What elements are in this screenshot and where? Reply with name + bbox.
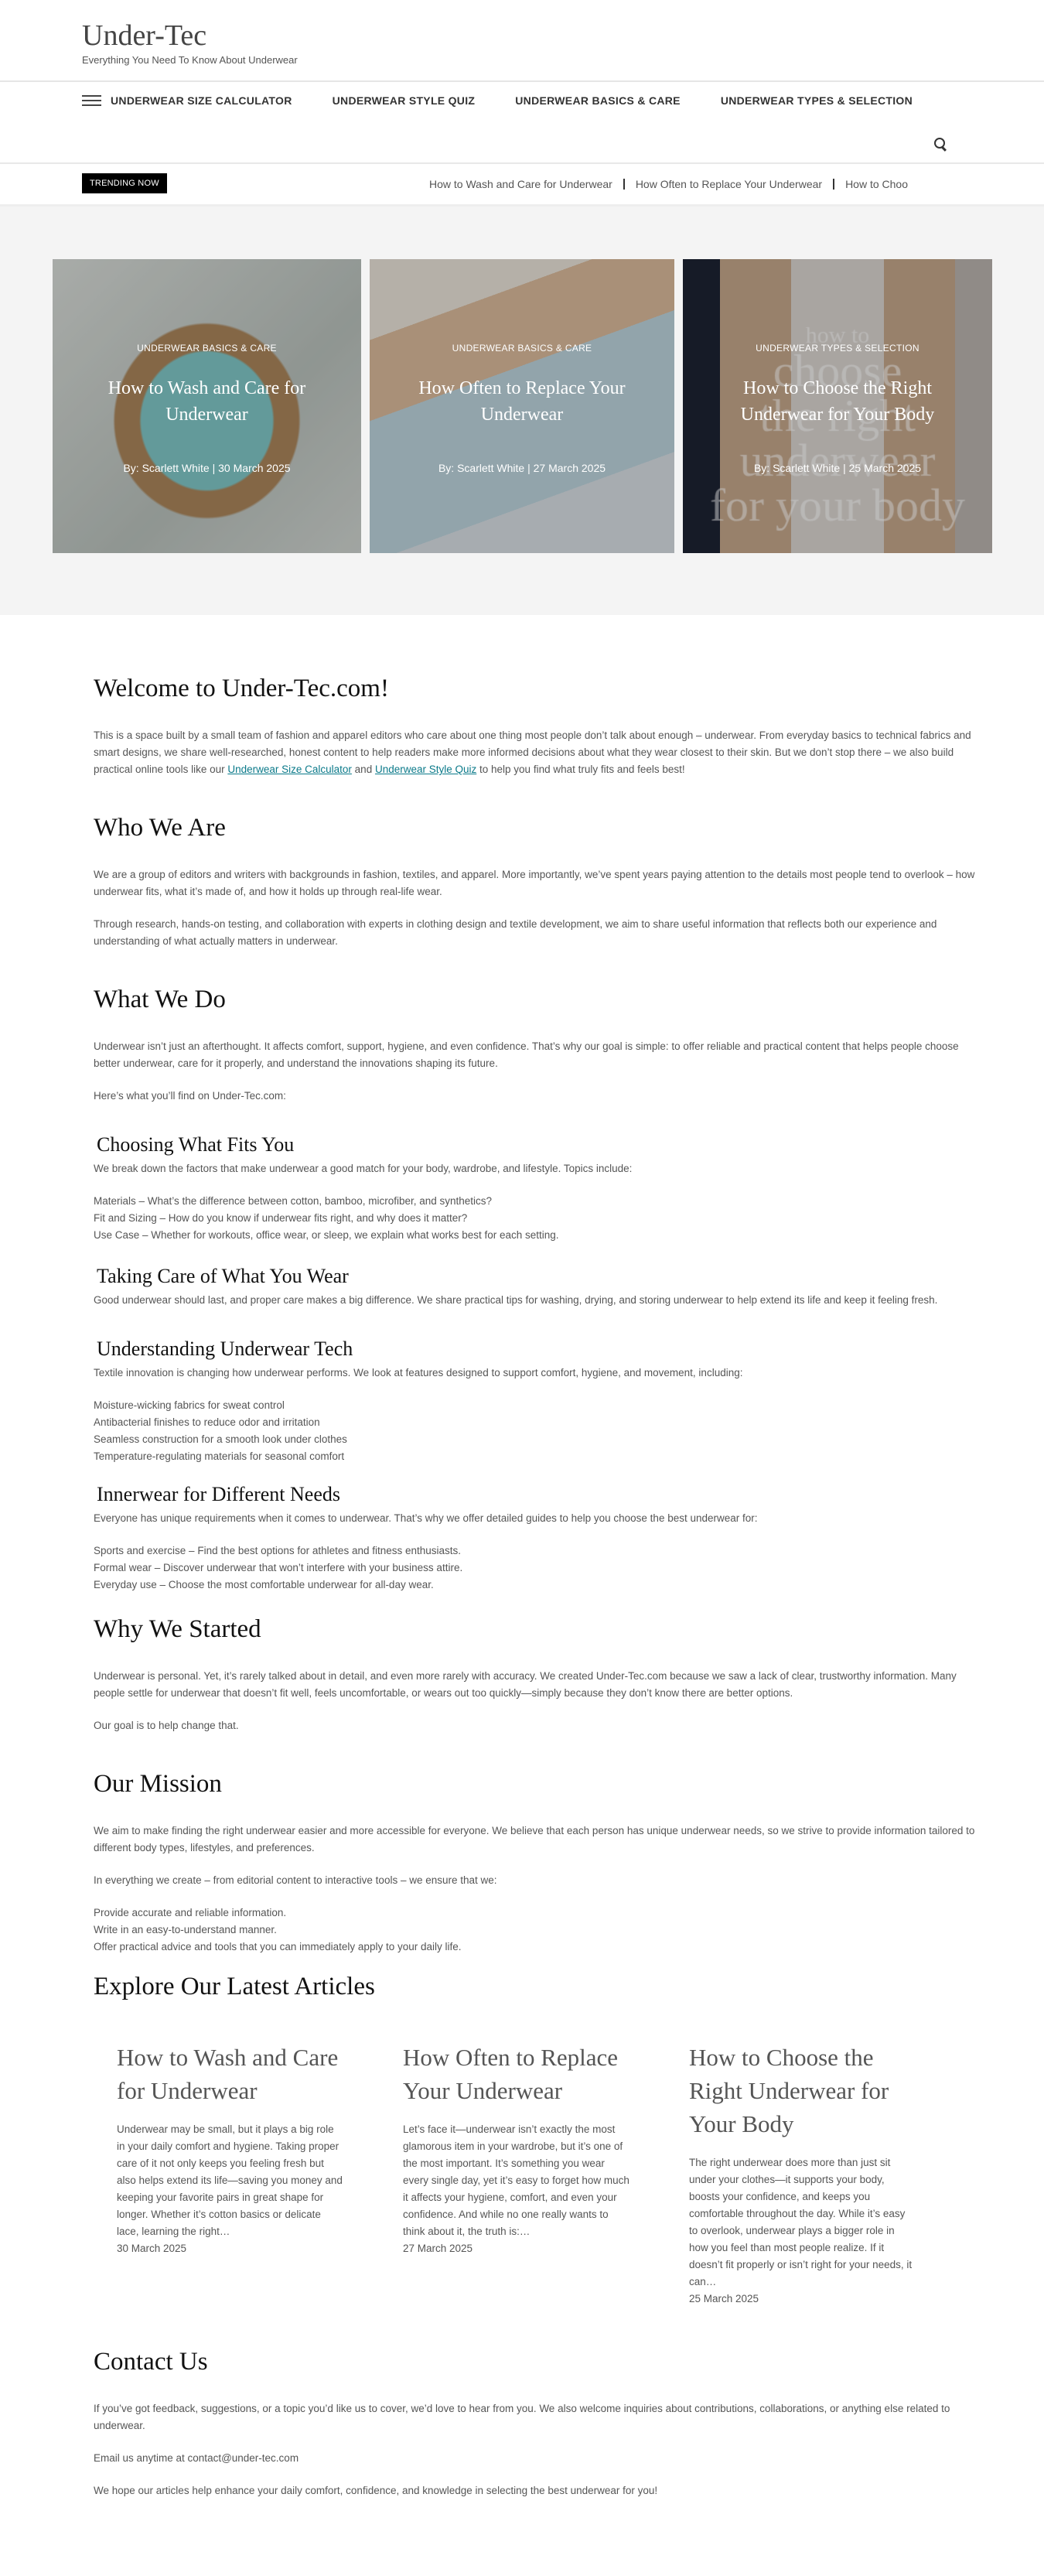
trending-badge: TRENDING NOW [82, 173, 167, 193]
article-date: 25 March 2025 [689, 2293, 759, 2304]
why-heading: Why We Started [94, 1615, 261, 1643]
care-heading: Taking Care of What You Wear [97, 1265, 349, 1287]
trending-link[interactable]: How to Choo [845, 178, 908, 190]
article-list [117, 2041, 975, 2308]
site-tagline: Everything You Need To Know About Underwear [82, 54, 298, 66]
card-title[interactable]: How Often to Replace Your Underwear [418, 378, 626, 425]
list-item: Materials – What’s the difference between cotton, bamboo, microfiber, and synthetics? [94, 1195, 493, 1207]
trending-ticker [429, 178, 954, 190]
paragraph: We are a group of editors and writers with backgrounds in fashion, textiles, and apparel. More importantly, we’ve spent years paying attention to the details most people tend to overlook – how underwear fits, what it’s made of, and how it holds up through real-life wear. [94, 869, 975, 897]
contact-email: Email us anytime at contact@under-tec.com [94, 2452, 299, 2464]
article-title[interactable]: How Often to Replace Your Underwear [403, 2044, 619, 2104]
article-excerpt: Let’s face it—underwear isn’t exactly the most glamorous item in your wardrobe, but it’s one of the most important. It’s something you wear every single day, yet it’s easy to forget how much it affects your hygiene, comfort, and even your confidence. And while no one really wants to think about it, the truth is:… [403, 2123, 629, 2237]
list-item: Formal wear – Discover underwear that won’t interfere with your business attire. [94, 1562, 463, 1573]
article-date: 27 March 2025 [403, 2243, 473, 2254]
nav-basics-care[interactable]: UNDERWEAR BASICS & CARE [515, 94, 681, 107]
paragraph: In everything we create – from editorial content to interactive tools – we ensure that we: [94, 1874, 497, 1886]
paragraph: We break down the factors that make underwear a good match for your body, wardrobe, and lifestyle. Topics include: [94, 1163, 633, 1174]
article-excerpt: The right underwear does more than just sit under your clothes—it supports your body, boosts your confidence, and keeps you comfortable throughout the day. While it’s easy to overlook, underwear plays a bigger role in how you feel than most people realize. If it doesn’t fit properly or isn’t right for your needs, it can… [689, 2157, 913, 2287]
choosing-heading: Choosing What Fits You [97, 1133, 295, 1156]
card-byline: By: Scarlett White | 25 March 2025 [753, 462, 922, 474]
list-item: Offer practical advice and tools that you can immediately apply to your daily life. [94, 1941, 462, 1952]
who-heading: Who We Are [94, 814, 226, 842]
list-item: Everyday use – Choose the most comfortable underwear for all-day wear. [94, 1579, 434, 1590]
card-category[interactable]: UNDERWEAR BASICS & CARE [137, 343, 277, 354]
card-byline: By: Scarlett White | 27 March 2025 [438, 462, 606, 474]
size-calculator-link[interactable]: Underwear Size Calculator [227, 764, 352, 775]
card-title[interactable]: How to Wash and Care for Underwear [107, 378, 306, 425]
trending-link[interactable]: How to Wash and Care for Underwear [429, 178, 612, 190]
site-title[interactable]: Under-Tec [82, 19, 207, 52]
featured-card[interactable] [370, 259, 674, 553]
paragraph: Everyone has unique requirements when it comes to underwear. That’s why we offer detailed guides to help you choose the best underwear for: [94, 1512, 758, 1524]
article-title[interactable]: How to Wash and Care for Underwear [117, 2044, 339, 2104]
card-category[interactable]: UNDERWEAR BASICS & CARE [452, 343, 592, 354]
list-item: Use Case – Whether for workouts, office wear, or sleep, we explain what works best for each setting. [94, 1229, 559, 1241]
paragraph: Textile innovation is changing how underwear performs. We look at features designed to support comfort, hygiene, and movement, including: [94, 1367, 743, 1379]
welcome-paragraph: This is a space built by a small team of fashion and apparel editors who care about one thing most people don’t talk about enough – underwear. From everyday basics to technical fabrics and smart designs, we share well-researched, honest content to help readers make more informed decisions about what they wear closest to their skin. But we don’t stop there – we also build practical online tools like our Underwear Size Calculator and Underwear Style Quiz to help you find what truly fits and feels best! [94, 729, 971, 775]
list-item: Temperature-regulating materials for seasonal comfort [94, 1450, 345, 1462]
search-icon[interactable] [934, 138, 945, 149]
article-card [689, 2041, 975, 2308]
latest-heading: Explore Our Latest Articles [94, 1973, 375, 2000]
article-date: 30 March 2025 [117, 2243, 187, 2254]
paragraph: Through research, hands-on testing, and collaboration with experts in clothing design and textile development, we aim to share useful information that reflects both our experience and understanding of what actually matters in underwear. [94, 918, 937, 947]
featured-card[interactable] [53, 259, 361, 553]
paragraph: Good underwear should last, and proper care makes a big difference. We share practical tips for washing, drying, and storing underwear to help extend its life and keep it feeling fresh. [94, 1294, 938, 1306]
paragraph: If you’ve got feedback, suggestions, or a topic you’d like us to cover, we’d love to hear from you. We also welcome inquiries about contributions, collaborations, or anything else related to underwear. [94, 2403, 950, 2431]
site-header [0, 0, 1044, 82]
list-item: Seamless construction for a smooth look under clothes [94, 1433, 347, 1445]
main-nav [0, 82, 1044, 164]
paragraph: We aim to make finding the right underwear easier and more accessible for everyone. We believe that each person has unique underwear needs, so we strive to provide information tailored to different body types, lifestyles, and preferences. [94, 1825, 975, 1853]
tech-heading: Understanding Underwear Tech [97, 1338, 353, 1360]
trending-bar [0, 164, 1044, 207]
paragraph: Here’s what you’ll find on Under-Tec.com: [94, 1090, 286, 1102]
nav-style-quiz[interactable]: UNDERWEAR STYLE QUIZ [332, 94, 476, 107]
list-item: Antibacterial finishes to reduce odor and irritation [94, 1416, 320, 1428]
paragraph: We hope our articles help enhance your daily comfort, confidence, and knowledge in selecting the best underwear for you! [94, 2485, 658, 2496]
separator [833, 179, 834, 190]
featured-slider [0, 207, 1044, 615]
list-item: Moisture-wicking fabrics for sweat control [94, 1399, 285, 1411]
trending-link[interactable]: How Often to Replace Your Underwear [635, 178, 823, 190]
style-quiz-link[interactable]: Underwear Style Quiz [374, 764, 477, 775]
needs-heading: Innerwear for Different Needs [97, 1483, 340, 1505]
separator [623, 179, 625, 190]
card-byline: By: Scarlett White | 30 March 2025 [123, 462, 291, 474]
paragraph: Underwear isn’t just an afterthought. It affects comfort, support, hygiene, and even confidence. That’s why our goal is simple: to offer reliable and practical content that helps people choose better underwear, care for it properly, and understand the innovations shaping its future. [94, 1040, 959, 1069]
featured-card[interactable] [683, 259, 992, 553]
paragraph: Underwear is personal. Yet, it’s rarely talked about in detail, and even more rarely with accuracy. We created Under-Tec.com because we saw a lack of clear, trustworthy information. Many people settle for underwear that doesn’t fit well, feels uncomfortable, or wears out too quickly—simply because they don’t know there are better options. [94, 1670, 957, 1699]
card-title[interactable]: How to Choose the Right Underwear for Your Body [740, 378, 935, 425]
article-title[interactable]: How to Choose the Right Underwear for Your Body [689, 2044, 889, 2137]
article-card [117, 2041, 403, 2308]
nav-types-selection[interactable]: UNDERWEAR TYPES & SELECTION [720, 94, 913, 107]
list-item: Sports and exercise – Find the best options for athletes and fitness enthusiasts. [94, 1545, 462, 1556]
welcome-heading: Welcome to Under-Tec.com! [94, 675, 389, 702]
mission-heading: Our Mission [94, 1770, 222, 1798]
contact-heading: Contact Us [94, 2348, 208, 2376]
what-heading: What We Do [94, 986, 226, 1013]
main-content [94, 673, 975, 2499]
hamburger-icon[interactable] [82, 95, 101, 106]
card-category[interactable]: UNDERWEAR TYPES & SELECTION [756, 343, 919, 354]
article-excerpt: Underwear may be small, but it plays a big role in your daily comfort and hygiene. Taking proper care of it not only keeps you feeling fresh but also helps extend its life—saving you money and keeping your favorite pairs in great shape for longer. Whether it’s cotton basics or delicate lace, learning the right… [117, 2123, 343, 2237]
paragraph: Our goal is to help change that. [94, 1720, 239, 1731]
list-item: Fit and Sizing – How do you know if underwear fits right, and why does it matter? [94, 1212, 468, 1224]
article-card [403, 2041, 689, 2308]
nav-size-calculator[interactable]: UNDERWEAR SIZE CALCULATOR [111, 94, 292, 107]
list-item: Write in an easy-to-understand manner. [94, 1924, 277, 1935]
list-item: Provide accurate and reliable information. [94, 1907, 287, 1918]
